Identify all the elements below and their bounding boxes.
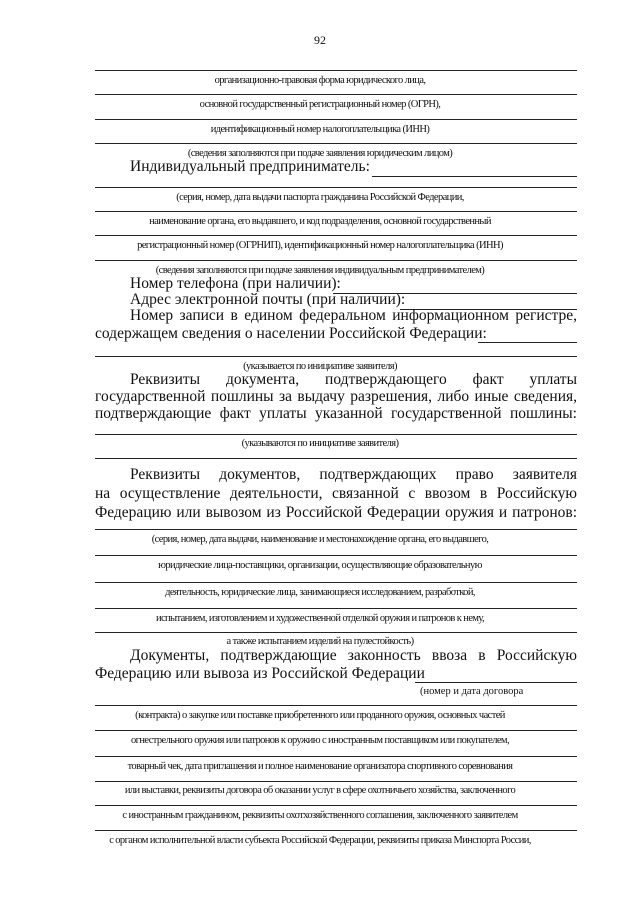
caption-registry: (указывается по инициативе заявителя) — [243, 361, 397, 372]
fill-line — [95, 70, 577, 71]
duty-line-3: подтверждающие факт уплаты указанной государственной пошлины: — [95, 405, 577, 422]
fill-line — [95, 187, 577, 188]
fill-line — [95, 458, 577, 459]
legality-line-1: Документы, подтверждающие законность ввоза в Российскую — [130, 647, 577, 664]
legality-line-2: Федерацию или вывоза из Российской Федерации — [95, 665, 425, 682]
fill-line — [95, 582, 577, 583]
page-number: 92 — [314, 33, 326, 47]
registry-line-2: содержащем сведения о населении Российской Федерации: — [95, 325, 487, 342]
caption-rights-2: юридические лица-поставщики, организации, осуществляющие образовательную — [158, 560, 482, 571]
fill-line — [95, 705, 577, 706]
caption-legality-2: (контракта) о закупке или поставке приобретенного или проданного оружия, основных частей — [135, 710, 505, 721]
email-label: Адрес электронной почты (при наличии): — [130, 291, 406, 308]
duty-line-2: государственной пошлины за выдачу разрешения, либо иные сведения, — [95, 388, 577, 405]
caption-rights-5: а также испытанием изделий на пулестойкость) — [226, 636, 414, 647]
fill-line — [95, 260, 577, 261]
caption-duty: (указываются по инициативе заявителя) — [241, 438, 399, 449]
fill-line — [95, 781, 577, 782]
caption-legality-7: с органом исполнительной власти субъекта Российской Федерации, реквизиты приказа Минспорта России, — [109, 835, 531, 846]
caption-rights-3: деятельность, юридические лица, занимающиеся исследованием, разработкой, — [165, 587, 475, 598]
rights-line-3: Федерацию или вывозом из Российской Федерации оружия и патронов: — [95, 504, 577, 521]
caption-passport: (серия, номер, дата выдачи паспорта гражданина Российской Федерации, — [176, 192, 464, 203]
caption-inn: идентификационный номер налогоплательщика (ИНН) — [210, 124, 430, 135]
fill-line — [95, 830, 577, 831]
caption-legality-1: (номер и дата договора — [420, 686, 524, 697]
duty-line-1: Реквизиты документа, подтверждающего факт уплаты — [130, 371, 577, 388]
entrepreneur-field[interactable] — [372, 176, 577, 177]
caption-legality-6: с иностранным гражданином, реквизиты охотхозяйственного соглашения, заключенного заявителем — [122, 810, 518, 821]
phone-label: Номер телефона (при наличии): — [130, 275, 341, 292]
registry-line-1: Номер записи в едином федеральном информационном регистре, — [130, 307, 577, 324]
fill-line — [95, 805, 577, 806]
caption-legality-5: или выставки, реквизиты договора об оказании услуг в сфере охотничьего хозяйства, заключенного — [124, 785, 516, 796]
caption-rights-4: испытанием, изготовлением и художественной отделкой оружия и патронов к нему, — [155, 613, 485, 624]
fill-line — [95, 143, 577, 144]
caption-rights-1: (серия, номер, дата выдачи, наименование и местонахождение органа, его выдавшего, — [151, 534, 489, 545]
caption-entrepreneur-note: (сведения заполняются при подаче заявления индивидуальным предпринимателем) — [155, 265, 485, 276]
fill-line — [95, 119, 577, 120]
fill-line — [95, 555, 577, 556]
caption-ogrnip: регистрационный номер (ОГРНИП), идентификационный номер налогоплательщика (ИНН) — [137, 240, 503, 251]
entrepreneur-label: Индивидуальный предприниматель: — [130, 158, 370, 175]
fill-line — [95, 632, 577, 633]
legality-field[interactable] — [415, 682, 577, 683]
caption-legality-3: огнестрельного оружия или патронов к оружию с иностранным поставщиком или покупателем, — [131, 735, 509, 746]
duty-field[interactable] — [95, 434, 577, 435]
fill-line — [95, 211, 577, 212]
fill-line — [95, 730, 577, 731]
registry-field[interactable] — [478, 342, 577, 343]
rights-line-1: Реквизиты документов, подтверждающих право заявителя — [130, 466, 577, 483]
fill-line — [95, 235, 577, 236]
caption-ogrn: основной государственный регистрационный номер (ОГРН), — [199, 99, 441, 110]
caption-legality-4: товарный чек, дата приглашения и полное наименование организатора спортивного соревнования — [127, 761, 513, 772]
rights-field[interactable] — [95, 529, 577, 530]
fill-line — [95, 608, 577, 609]
rights-line-2: на осуществление деятельности, связанной с ввозом в Российскую — [95, 485, 577, 502]
caption-issuer: наименование органа, его выдавшего, и код подразделения, основной государственный — [149, 216, 491, 227]
fill-line — [95, 756, 577, 757]
caption-legal-entity-note: (сведения заполняются при подаче заявления юридическим лицом) — [187, 148, 453, 159]
caption-legal-form: организационно-правовая форма юридического лица, — [214, 75, 426, 86]
fill-line — [95, 356, 577, 357]
fill-line — [95, 94, 577, 95]
